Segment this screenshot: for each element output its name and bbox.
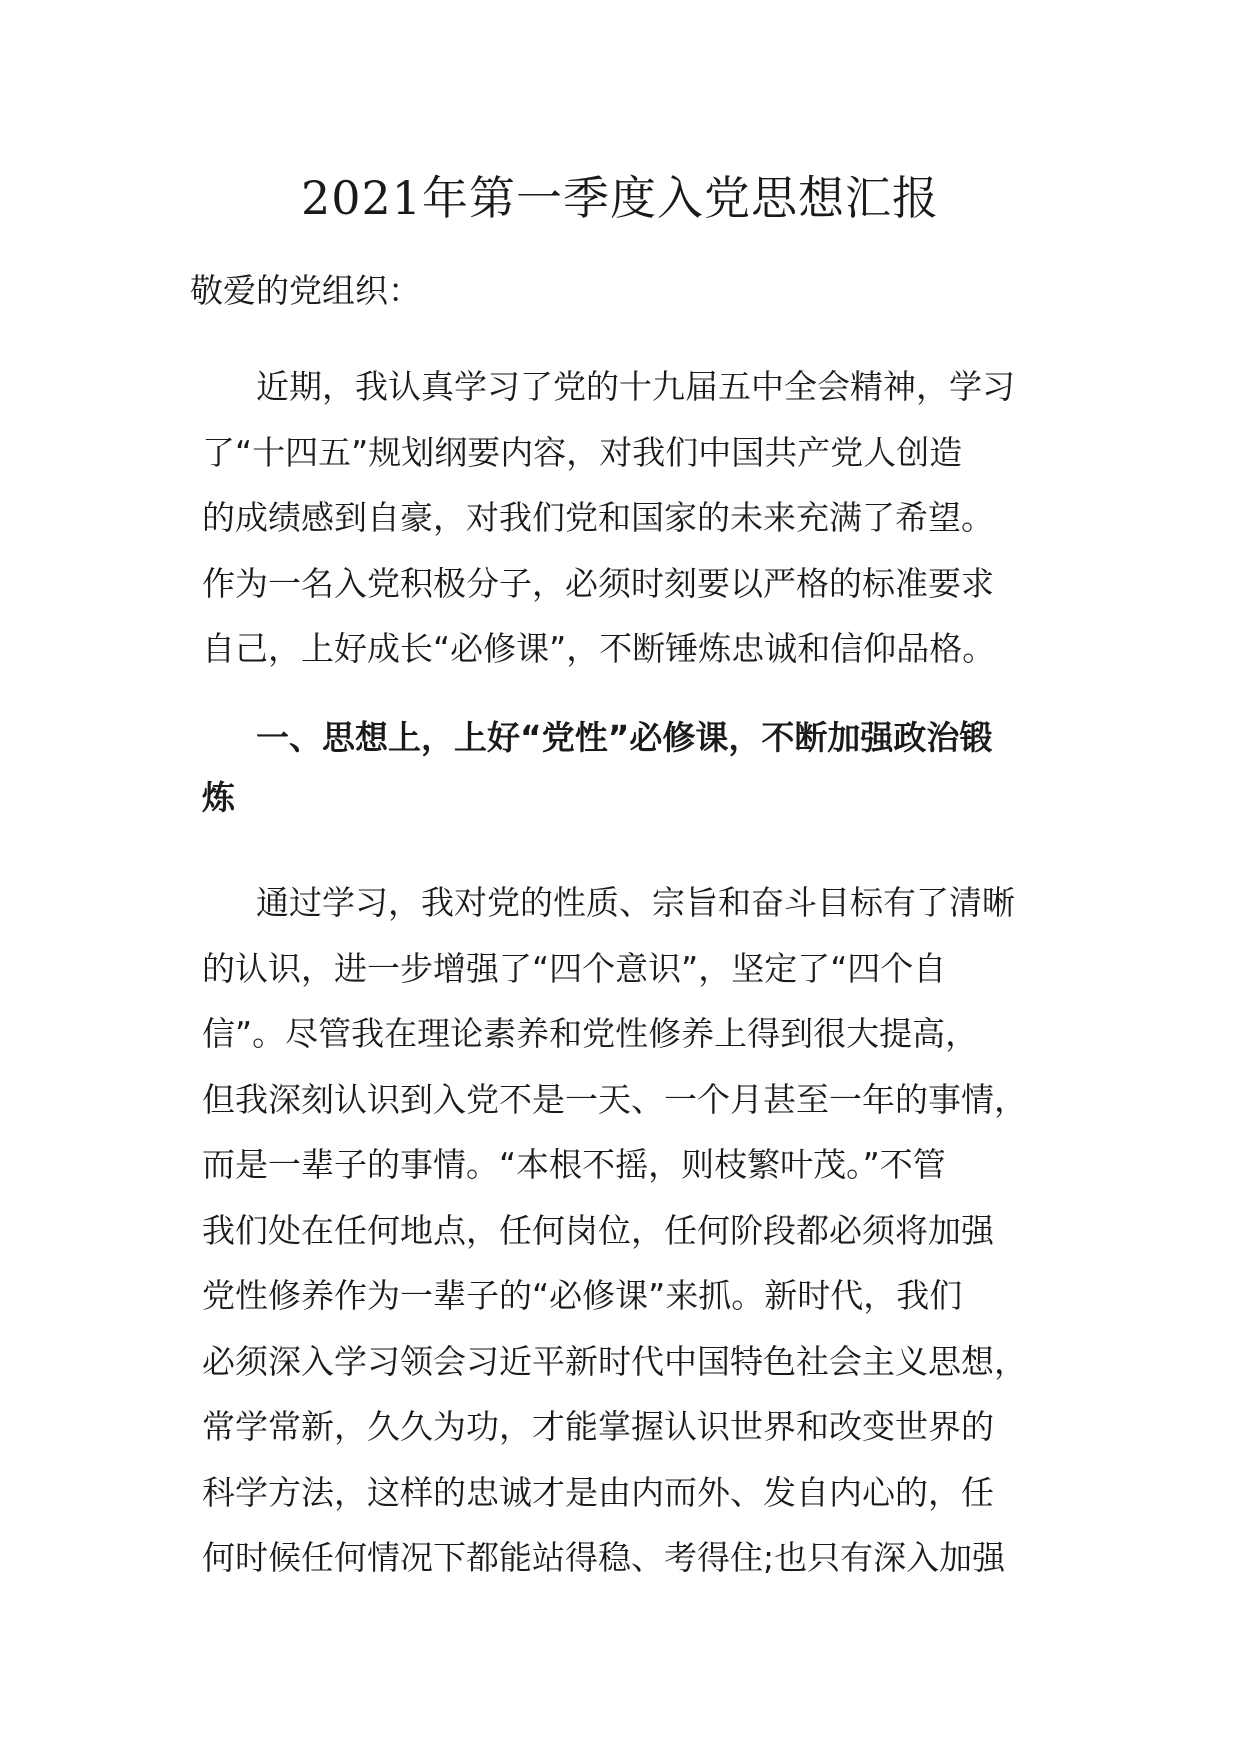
paragraph-line: 的成绩感到自豪，对我们党和国家的未来充满了希望。 [202,498,994,537]
paragraph-line: 自己，上好成长“必修课”，不断锤炼忠诚和信仰品格。 [202,629,996,668]
paragraph-line: 必须深入学习领会习近平新时代中国特色社会主义思想， [202,1341,1027,1381]
title-text: 年第一季度入党思想汇报 [422,171,940,225]
paragraph-line: 作为一名入党积极分子，必须时刻要以严格的标准要求 [202,563,994,603]
paragraph-2 [202,870,1082,1591]
paragraph-line: 而是一辈子的事情。“本根不摇，则枝繁叶茂。”不管 [202,1145,946,1184]
paragraph-line: 的认识，进一步增强了“四个意识”，坚定了“四个自 [202,948,947,988]
paragraph-line: 我们处在任何地点，任何岗位，任何阶段都必须将加强 [202,1210,994,1250]
heading-line: 炼 [202,778,235,817]
heading-line: 一、思想上，上好“党性”必修课，不断加强政治锻 [256,718,993,757]
paragraph-line: 近期，我认真学习了党的十九届五中全会精神，学习 [256,367,1015,406]
paragraph-1 [202,354,1082,682]
paragraph-line: 了“十四五”规划纲要内容，对我们中国共产党人创造 [202,432,963,472]
salutation: 敬爱的党组织： [190,271,421,310]
paragraph-line: 党性修养作为一辈子的“必修课”来抓。新时代，我们 [202,1276,963,1315]
section-heading-1 [202,708,1082,828]
paragraph-line: 信”。尽管我在理论素养和党性修养上得到很大提高， [202,1014,979,1053]
title-year: 2021 [300,171,423,225]
paragraph-line: 科学方法，这样的忠诚才是由内而外、发自内心的，任 [202,1472,994,1512]
paragraph-line: 但我深刻认识到入党不是一天、一个月甚至一年的事情， [202,1079,1027,1119]
paragraph-line: 通过学习，我对党的性质、宗旨和奋斗目标有了清晰 [256,883,1015,922]
paragraph-line: 何时候任何情况下都能站得稳、考得住;也只有深入加强 [202,1538,1006,1577]
document-title [0,168,1240,228]
paragraph-line: 常学常新，久久为功，才能掌握认识世界和改变世界的 [202,1407,994,1446]
